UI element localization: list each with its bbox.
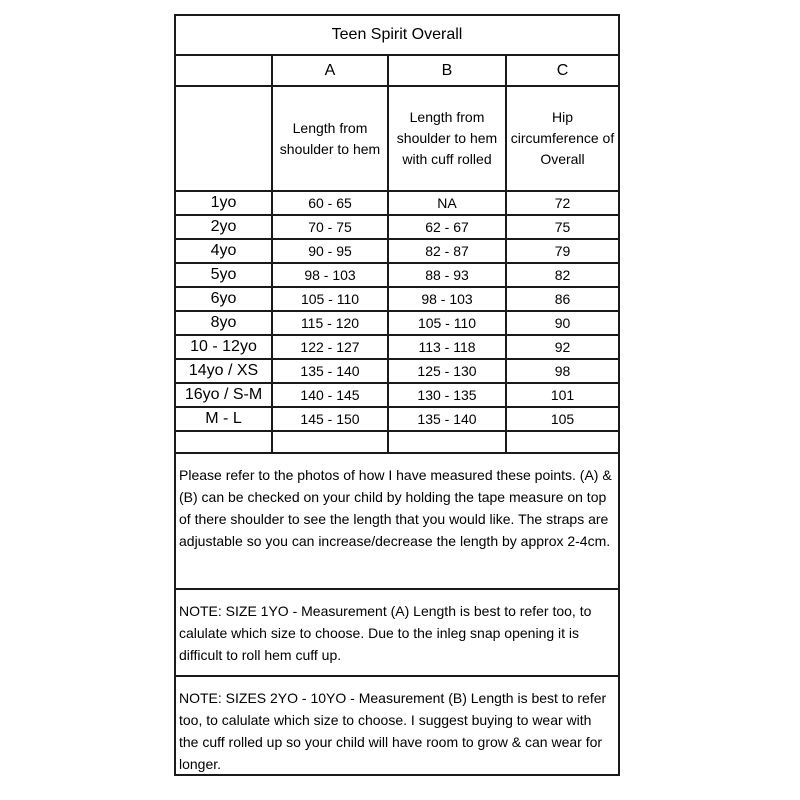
size-label: 8yo (176, 311, 272, 335)
measure-c: 101 (506, 383, 618, 407)
size-label: 1yo (176, 191, 272, 215)
measure-b: 82 - 87 (388, 239, 506, 263)
measuring-note: Please refer to the photos of how I have measured these points. (A) & (B) can be checked on your child by holding the tape measure on top of there shoulder to see the length that you would like. The straps are adjustable so you can increase/decrease the length by approx 2-4cm. (176, 454, 618, 590)
table-row (176, 287, 618, 311)
measure-a: 145 - 150 (272, 407, 388, 431)
sizes-2yo-10yo-note: NOTE: SIZES 2YO - 10YO - Measurement (B) Length is best to refer too, to calulate which size to choose. I suggest buying to wear with the cuff rolled up so your child will have room to grow & can wear for longer. (179, 690, 607, 772)
chart-title: Teen Spirit Overall (176, 16, 618, 56)
measure-a: 105 - 110 (272, 287, 388, 311)
column-letter-row (176, 56, 618, 86)
measure-a: 70 - 75 (272, 215, 388, 239)
measure-a: 122 - 127 (272, 335, 388, 359)
empty-cell (176, 431, 272, 453)
measure-b: NA (388, 191, 506, 215)
measure-b: 62 - 67 (388, 215, 506, 239)
measure-a: 90 - 95 (272, 239, 388, 263)
measure-b: 113 - 118 (388, 335, 506, 359)
measure-a: 135 - 140 (272, 359, 388, 383)
table-row (176, 239, 618, 263)
column-letter-a: A (272, 56, 388, 86)
empty-row (176, 431, 618, 453)
measure-a: 98 - 103 (272, 263, 388, 287)
size-label: 6yo (176, 287, 272, 311)
column-letter-b: B (388, 56, 506, 86)
size-label: 10 - 12yo (176, 335, 272, 359)
measure-b: 125 - 130 (388, 359, 506, 383)
size-label: 5yo (176, 263, 272, 287)
table-row (176, 215, 618, 239)
size-chart (174, 14, 620, 776)
table-row (176, 359, 618, 383)
size-label: M - L (176, 407, 272, 431)
measure-b: 135 - 140 (388, 407, 506, 431)
table-row (176, 407, 618, 431)
size-table (176, 56, 618, 454)
measure-a: 140 - 145 (272, 383, 388, 407)
size-label: 2yo (176, 215, 272, 239)
empty-cell (506, 431, 618, 453)
size-label: 16yo / S-M (176, 383, 272, 407)
measure-b: 88 - 93 (388, 263, 506, 287)
size-1yo-note: NOTE: SIZE 1YO - Measurement (A) Length is best to refer too, to calulate which size to choose. Due to the inleg snap opening it is difficult to roll hem cuff up. (176, 590, 618, 677)
table-row (176, 191, 618, 215)
table-row (176, 263, 618, 287)
measure-c: 75 (506, 215, 618, 239)
table-row (176, 335, 618, 359)
measure-c: 86 (506, 287, 618, 311)
empty-cell (388, 431, 506, 453)
corner-cell (176, 86, 272, 191)
empty-cell (272, 431, 388, 453)
measure-c: 92 (506, 335, 618, 359)
column-description-c: Hip circumference of Overall (506, 86, 618, 191)
measure-b: 130 - 135 (388, 383, 506, 407)
measure-c: 98 (506, 359, 618, 383)
column-description-b: Length from shoulder to hem with cuff rolled (388, 86, 506, 191)
measure-b: 105 - 110 (388, 311, 506, 335)
size-label: 14yo / XS (176, 359, 272, 383)
measure-c: 90 (506, 311, 618, 335)
measure-c: 105 (506, 407, 618, 431)
column-description-a: Length from shoulder to hem (272, 86, 388, 191)
corner-cell (176, 56, 272, 86)
measure-a: 115 - 120 (272, 311, 388, 335)
column-description-row (176, 86, 618, 191)
measure-c: 72 (506, 191, 618, 215)
measure-c: 82 (506, 263, 618, 287)
table-row (176, 311, 618, 335)
size-label: 4yo (176, 239, 272, 263)
column-letter-c: C (506, 56, 618, 86)
measure-a: 60 - 65 (272, 191, 388, 215)
measure-c: 79 (506, 239, 618, 263)
table-row (176, 383, 618, 407)
measure-b: 98 - 103 (388, 287, 506, 311)
